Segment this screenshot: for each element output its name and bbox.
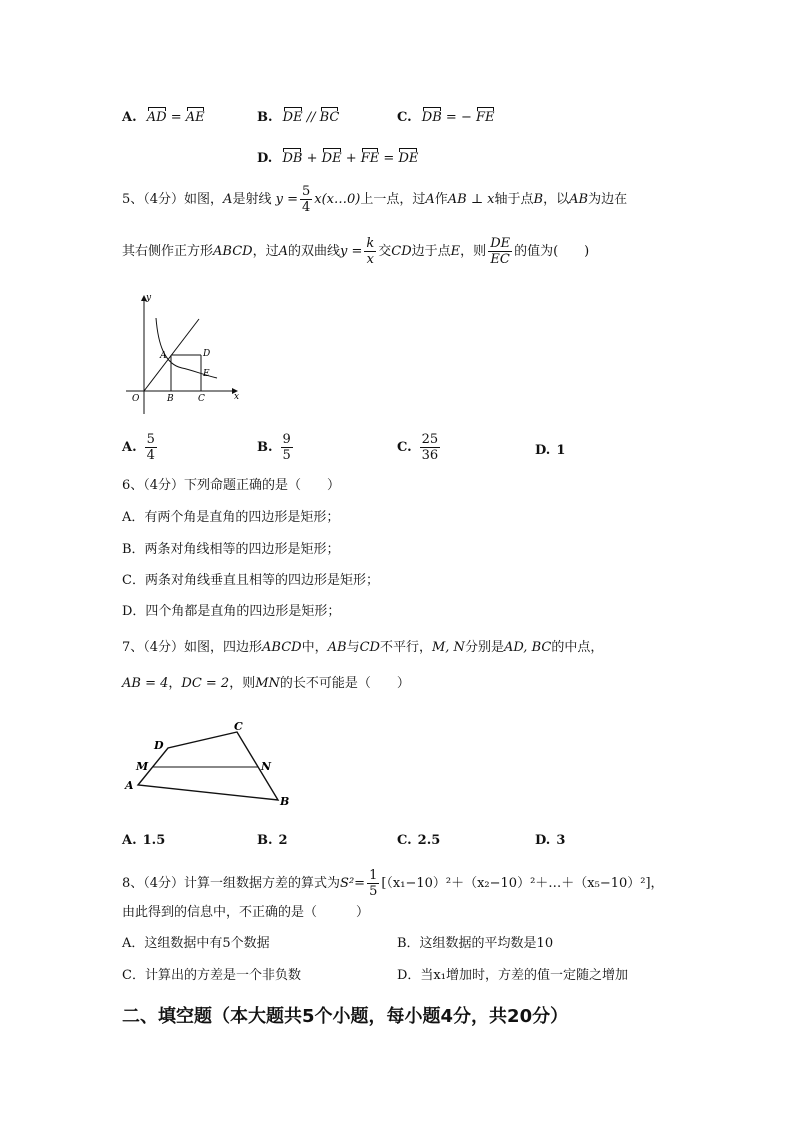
option-value: 2.5 <box>417 833 441 848</box>
label-d: D <box>154 739 164 752</box>
q7-option-d <box>535 833 565 849</box>
math-var: B <box>533 192 544 207</box>
q6-option-a: A．有两个角是直角的四边形是矩形； <box>122 510 340 525</box>
vector-ae: AE <box>185 110 205 125</box>
text: 的值为( ) <box>514 244 590 259</box>
q4-option-a <box>122 110 205 126</box>
option-fraction <box>281 432 293 463</box>
text: 的双曲线 <box>287 244 340 259</box>
text: 的中点， <box>551 640 604 655</box>
numerator: 5 <box>146 432 155 447</box>
q7-stem-line2 <box>122 676 410 692</box>
text: 与 <box>346 640 360 655</box>
vector-ad: AD <box>146 110 167 125</box>
slope-fraction <box>300 184 312 215</box>
text: 其右侧作正方形 <box>122 244 214 259</box>
q5-stem-line2 <box>122 236 589 267</box>
label-e: E <box>203 369 210 379</box>
question-number: 8、（4分）计算一组数据方差的算式为 <box>122 876 341 891</box>
q8-option-b: B．这组数据的平均数是10 <box>397 936 554 951</box>
text: ，则 <box>229 676 256 691</box>
q7-stem-line1 <box>122 640 603 656</box>
option-value: 1 <box>556 443 566 458</box>
math-var: AD, BC <box>503 640 552 655</box>
numerator: 25 <box>421 432 439 447</box>
option-value: 2 <box>278 833 288 848</box>
math-expr: S²= <box>340 876 366 891</box>
section-title: 二、填空题（本大题共5个小题，每小题4分，共20分） <box>122 1006 569 1027</box>
math-expr: y = <box>340 244 363 259</box>
q7-option-b <box>257 833 288 849</box>
text: 轴于点 <box>494 192 534 207</box>
denominator: 5 <box>282 448 291 463</box>
math-var: A <box>278 244 288 259</box>
option-label: A. <box>122 440 137 455</box>
text: ，以 <box>543 192 570 207</box>
option-label: C. <box>397 110 412 125</box>
option-label: C. <box>397 833 412 848</box>
vector-fe: FE <box>475 110 495 125</box>
option-label: A. <box>122 110 137 125</box>
text: 为边在 <box>588 192 628 207</box>
q5-option-c <box>397 432 442 463</box>
math-var: ABCD <box>213 244 253 259</box>
math-expr: AB ⊥ x <box>447 192 495 207</box>
numerator: 5 <box>301 184 311 199</box>
q5-figure <box>122 288 252 418</box>
q6-stem: 6、（4分）下列命题正确的是（ ） <box>122 478 341 493</box>
q8-option-d: D．当x₁增加时，方差的值一定随之增加 <box>397 968 628 983</box>
q7-option-a <box>122 833 165 849</box>
label-d: D <box>203 349 211 359</box>
parallel-sign: // <box>306 110 316 125</box>
text: ，则 <box>460 244 487 259</box>
text: 交 <box>378 244 392 259</box>
q7-option-c <box>397 833 440 849</box>
denominator: 36 <box>421 448 439 463</box>
plus-sign: + <box>306 151 318 166</box>
math-var: CD <box>391 244 412 259</box>
q5-option-d <box>535 443 565 459</box>
label-m: M <box>136 760 149 773</box>
math-var: AB <box>327 640 347 655</box>
q4-option-c <box>397 110 495 126</box>
q5-option-b <box>257 432 295 463</box>
math-expr: [（x₁−10）²＋（x₂−10）²＋…＋（x₅−10）²]， <box>381 876 664 891</box>
text: 是射线 <box>232 192 272 207</box>
hyperbola-fraction <box>364 236 376 267</box>
option-label: B. <box>257 110 273 125</box>
numerator: DE <box>490 236 511 251</box>
vector-fe: FE <box>360 151 380 166</box>
label-b: B <box>280 795 290 808</box>
label-a: A <box>125 779 134 792</box>
denominator: 5 <box>369 884 378 899</box>
plus-sign: + <box>345 151 357 166</box>
label-c: C <box>198 394 205 404</box>
math-var: MN <box>255 676 280 691</box>
denominator: 4 <box>146 448 155 463</box>
q7-figure <box>120 716 300 811</box>
text: 不平行， <box>379 640 432 655</box>
math-var: E <box>450 244 461 259</box>
q8-option-c: C．计算出的方差是一个非负数 <box>122 968 301 983</box>
q4-option-b <box>257 110 339 126</box>
option-label: D. <box>535 833 551 848</box>
option-label: B. <box>257 833 273 848</box>
vector-de: DE <box>282 110 303 125</box>
math-var: A <box>223 192 233 207</box>
ratio-fraction <box>488 236 512 267</box>
option-fraction <box>145 432 157 463</box>
question-number: 7、（4分）如图，四边形 <box>122 640 263 655</box>
label-c: C <box>234 720 243 733</box>
math-expr: y = <box>275 192 298 207</box>
label-o: O <box>132 394 140 404</box>
text: 的长不可能是（ ） <box>279 676 410 691</box>
q8-stem-line2: 由此得到的信息中，不正确的是（ ） <box>122 905 370 920</box>
option-label: C. <box>397 440 412 455</box>
option-label: A. <box>122 833 137 848</box>
q8-option-a: A．这组数据中有5个数据 <box>122 936 270 951</box>
math-var: CD <box>359 640 380 655</box>
math-expr: x(x…0) <box>314 192 361 207</box>
numerator: 1 <box>369 868 378 883</box>
label-b: B <box>167 394 174 404</box>
equals-sign: = <box>383 151 395 166</box>
label-y: y <box>146 293 152 303</box>
option-fraction <box>420 432 441 463</box>
q8-stem-line1 <box>122 868 664 899</box>
variance-fraction <box>367 868 379 899</box>
denominator: EC <box>490 252 510 267</box>
vector-db: DB <box>282 151 303 166</box>
q4-option-d <box>257 151 418 167</box>
option-label: B. <box>257 440 273 455</box>
numerator: 9 <box>282 432 291 447</box>
math-var: A <box>425 192 435 207</box>
q6-option-b: B．两条对角线相等的四边形是矩形； <box>122 542 340 557</box>
vector-de: DE <box>321 151 342 166</box>
vector-de: DE <box>398 151 419 166</box>
q5-option-a <box>122 432 159 463</box>
text: 边于点 <box>411 244 451 259</box>
text: ， <box>168 676 182 691</box>
label-x: x <box>234 392 240 402</box>
denominator: 4 <box>301 200 311 215</box>
vector-db: DB <box>421 110 442 125</box>
option-value: 3 <box>556 833 566 848</box>
math-expr: AB = 4 <box>122 676 169 691</box>
text: 上一点，过 <box>360 192 426 207</box>
q5-stem-line1 <box>122 184 627 215</box>
text: 中， <box>301 640 328 655</box>
question-number: 5、（4分）如图， <box>122 192 224 207</box>
option-label: D. <box>257 151 273 166</box>
label-a: A <box>160 351 167 361</box>
math-var: AB <box>569 192 589 207</box>
q6-option-c: C．两条对角线垂直且相等的四边形是矩形； <box>122 573 379 588</box>
q6-option-d: D．四个角都是直角的四边形是矩形； <box>122 604 341 619</box>
label-n: N <box>261 760 272 773</box>
math-var: M, N <box>431 640 465 655</box>
denominator: x <box>366 252 374 267</box>
numerator: k <box>366 236 375 251</box>
equals-sign: = − <box>445 110 472 125</box>
vector-bc: BC <box>319 110 340 125</box>
text: 分别是 <box>464 640 504 655</box>
math-var: ABCD <box>262 640 302 655</box>
text: ，过 <box>252 244 279 259</box>
text: 作 <box>434 192 448 207</box>
option-label: D. <box>535 443 551 458</box>
equals-sign: = <box>170 110 182 125</box>
option-value: 1.5 <box>142 833 166 848</box>
math-expr: DC = 2 <box>181 676 230 691</box>
